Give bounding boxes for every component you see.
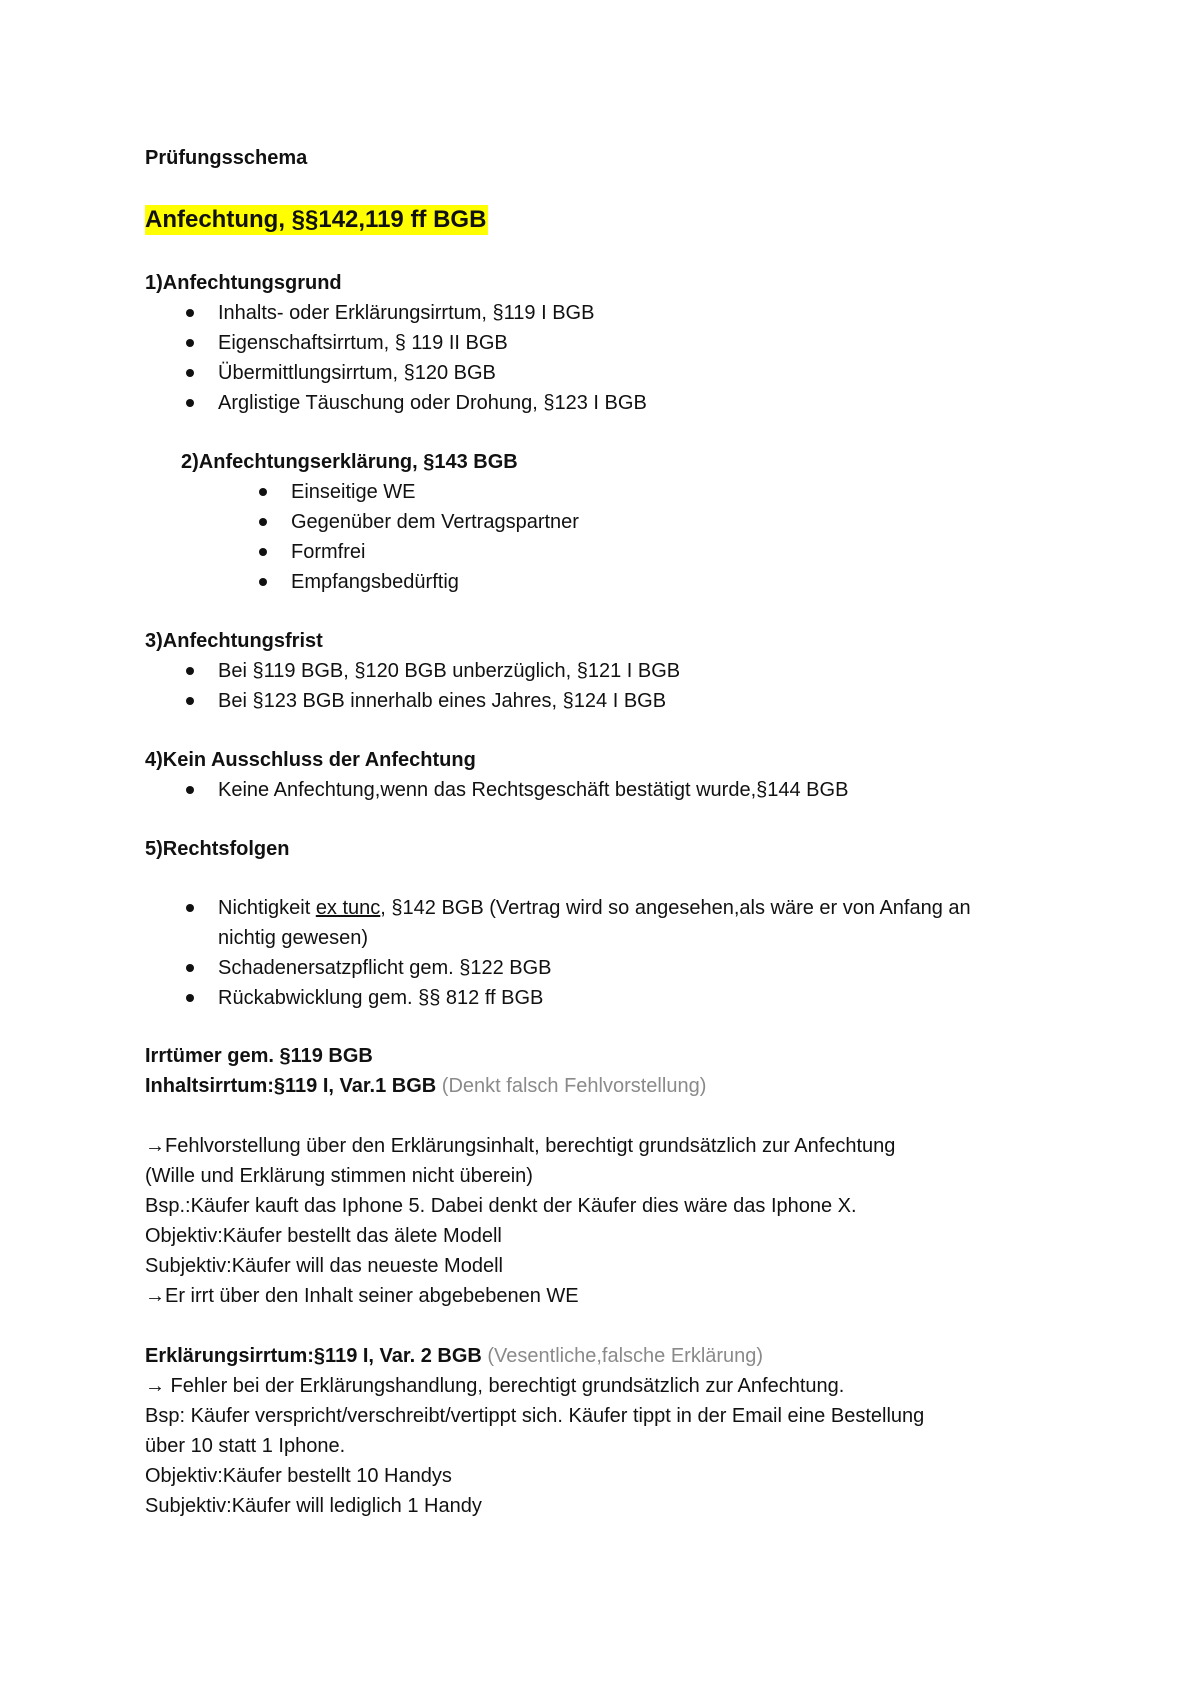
main-heading: Anfechtung, §§142,119 ff BGB — [145, 206, 487, 233]
section-title: 1)Anfechtungsgrund — [145, 272, 342, 294]
bullet-icon — [186, 786, 194, 794]
text-line: →Fehlvorstellung über den Erklärungsinhalt, berechtigt grundsätzlich zur Anfechtung — [145, 1135, 896, 1157]
section-title: 5)Rechtsfolgen — [145, 838, 290, 860]
text-line: Bsp: Käufer verspricht/verschreibt/vertippt sich. Käufer tippt in der Email eine Bestellung — [145, 1405, 925, 1427]
bullet-list — [145, 656, 680, 716]
text-line: Bsp.:Käufer kauft das Iphone 5. Dabei denkt der Käufer dies wäre das Iphone X. — [145, 1195, 857, 1217]
list-item: Inhalts- oder Erklärungsirrtum, §119 I BGB — [145, 298, 647, 328]
text-line: (Wille und Erklärung stimmen nicht überein) — [145, 1165, 533, 1187]
bullet-icon — [186, 994, 194, 1002]
text-line: Objektiv:Käufer bestellt das älete Modell — [145, 1225, 502, 1247]
erklaerungsirrtum-note: (Vesentliche,falsche Erklärung) — [487, 1345, 764, 1367]
bullet-icon — [186, 369, 194, 377]
underlined-term: ex tunc — [315, 897, 381, 919]
text-line: Subjektiv:Käufer will das neueste Modell — [145, 1255, 503, 1277]
list-item: Bei §119 BGB, §120 BGB unberzüglich, §121 I BGB — [145, 656, 680, 686]
section-rechtsfolgen-list — [145, 893, 971, 1013]
text-line: Subjektiv:Käufer will lediglich 1 Handy — [145, 1495, 482, 1517]
irrtuemer-title: Irrtümer gem. §119 BGB — [145, 1045, 373, 1067]
section-kein-ausschluss — [145, 745, 848, 805]
arrow-right-icon: → — [145, 1285, 165, 1307]
text-line: → Fehler bei der Erklärungshandlung, berechtigt grundsätzlich zur Anfechtung. — [145, 1375, 845, 1397]
list-item: Rückabwicklung gem. §§ 812 ff BGB — [145, 983, 971, 1013]
section-rechtsfolgen — [145, 834, 289, 864]
list-item: Formfrei — [145, 537, 579, 567]
list-item: Empfangsbedürftig — [145, 567, 579, 597]
bullet-icon — [259, 578, 267, 586]
erklaerungsirrtum-heading: Erklärungsirrtum:§119 I, Var. 2 BGB (Vesentliche,falsche Erklärung) — [145, 1345, 764, 1367]
bullet-icon — [186, 399, 194, 407]
list-item: Schadenersatzpflicht gem. §122 BGB — [145, 953, 971, 983]
arrow-right-icon: → — [145, 1135, 165, 1157]
bullet-icon — [186, 697, 194, 705]
bullet-list — [145, 298, 647, 418]
list-item: Übermittlungsirrtum, §120 BGB — [145, 358, 647, 388]
bullet-icon — [186, 309, 194, 317]
text-line: über 10 statt 1 Iphone. — [145, 1435, 346, 1457]
bullet-list — [145, 477, 579, 597]
bullet-list — [145, 775, 848, 805]
list-item: Arglistige Täuschung oder Drohung, §123 I BGB — [145, 388, 647, 418]
section-anfechtungsgrund — [145, 268, 647, 418]
section-anfechtungserklaerung-list — [145, 477, 579, 597]
document-title: Prüfungsschema — [145, 147, 308, 169]
text-line: Objektiv:Käufer bestellt 10 Handys — [145, 1465, 452, 1487]
list-item: Keine Anfechtung,wenn das Rechtsgeschäft bestätigt wurde,§144 BGB — [145, 775, 848, 805]
bullet-list — [145, 893, 971, 1013]
section-title: 4)Kein Ausschluss der Anfechtung — [145, 749, 476, 771]
inhaltsirrtum-note: (Denkt falsch Fehlvorstellung) — [441, 1075, 707, 1097]
bullet-icon — [259, 548, 267, 556]
inhaltsirrtum-heading: Inhaltsirrtum:§119 I, Var.1 BGB (Denkt falsch Fehlvorstellung) — [145, 1075, 707, 1097]
bullet-icon — [259, 488, 267, 496]
bullet-icon — [186, 964, 194, 972]
bullet-icon — [186, 904, 194, 912]
section-anfechtungsfrist — [145, 626, 680, 716]
section-anfechtungserklaerung — [181, 447, 518, 477]
section-irrtuemer — [145, 1041, 924, 1521]
text-line: →Er irrt über den Inhalt seiner abgebebenen WE — [145, 1285, 579, 1307]
bullet-icon — [186, 339, 194, 347]
list-item-continuation: nichtig gewesen) — [218, 927, 369, 949]
section-title: 2)Anfechtungserklärung, §143 BGB — [181, 451, 518, 473]
section-title: 3)Anfechtungsfrist — [145, 630, 323, 652]
list-item: Bei §123 BGB innerhalb eines Jahres, §124 I BGB — [145, 686, 680, 716]
list-item: Nichtigkeit ex tunc, §142 BGB (Vertrag wird so angesehen,als wäre er von Anfang an — [145, 893, 971, 923]
arrow-right-icon: → — [145, 1375, 165, 1397]
bullet-icon — [259, 518, 267, 526]
list-item: Gegenüber dem Vertragspartner — [145, 507, 579, 537]
list-item: Eigenschaftsirrtum, § 119 II BGB — [145, 328, 647, 358]
list-item: Einseitige WE — [145, 477, 579, 507]
bullet-icon — [186, 667, 194, 675]
